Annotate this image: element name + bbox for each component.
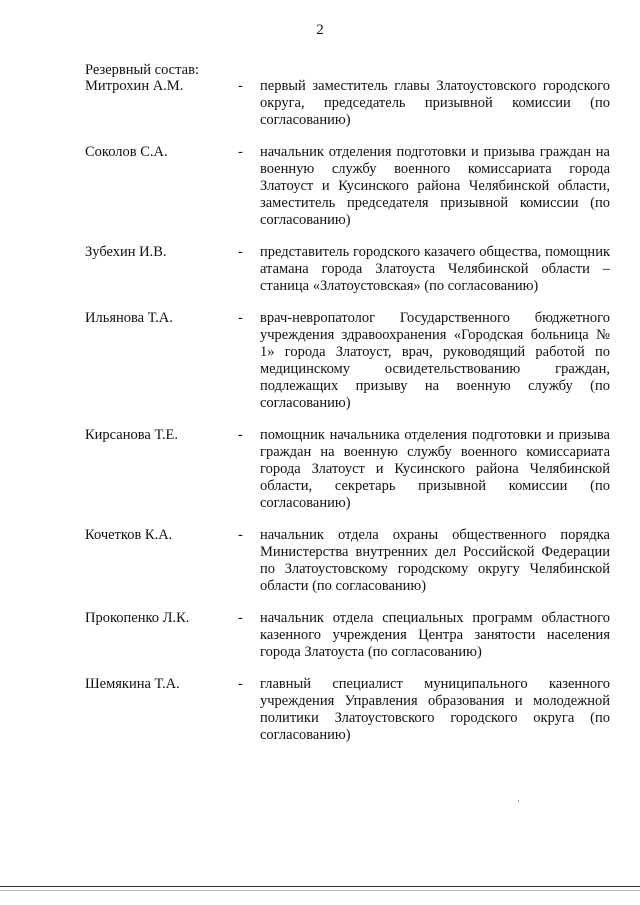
dash-separator: - xyxy=(238,244,243,260)
dash-separator: - xyxy=(238,427,243,443)
list-item xyxy=(85,527,610,595)
scan-bottom-edge-shadow xyxy=(0,890,640,891)
member-name: Митрохин А.М. xyxy=(85,78,184,94)
list-item xyxy=(85,676,610,744)
member-role: главный специалист муниципального казенного учреждения Управления образования и молодежной политики Златоустовского городского округа (по согласованию) xyxy=(260,676,610,743)
list-item xyxy=(85,310,610,412)
member-role: первый заместитель главы Златоустовского городского округа, председатель призывной комиссии (по согласованию) xyxy=(260,78,610,128)
member-role: помощник начальника отделения подготовки и призыва граждан на военную службу военного комиссариата города Златоуст и Кусинского района Челябинской области, секретарь призывной комиссии (по согласованию) xyxy=(260,427,610,511)
dash-separator: - xyxy=(238,676,243,692)
member-list xyxy=(85,78,610,759)
member-name: Соколов С.А. xyxy=(85,144,168,160)
member-role: начальник отделения подготовки и призыва граждан на военную службу военного комиссариата города Златоуст и Кусинского района Челябинской области, заместитель председателя призывной комиссии (по согласованию) xyxy=(260,144,610,228)
dash-separator: - xyxy=(238,610,243,626)
dash-separator: - xyxy=(238,144,243,160)
member-name: Шемякина Т.А. xyxy=(85,676,180,692)
scan-speck xyxy=(518,800,519,802)
scan-bottom-edge xyxy=(0,886,640,887)
member-name: Прокопенко Л.К. xyxy=(85,610,190,626)
dash-separator: - xyxy=(238,78,243,94)
member-role: врач-невропатолог Государственного бюджетного учреждения здравоохранения «Городская больница № 1» города Златоуст, врач, руководящий работой по медицинскому освидетельствованию граждан, подлежащих призыву на военную службу (по согласованию) xyxy=(260,310,610,411)
list-item xyxy=(85,78,610,129)
member-name: Кирсанова Т.Е. xyxy=(85,427,178,443)
list-item xyxy=(85,244,610,295)
member-role: начальник отдела специальных программ областного казенного учреждения Центра занятости населения города Златоуста (по согласованию) xyxy=(260,610,610,660)
member-name: Ильянова Т.А. xyxy=(85,310,173,326)
dash-separator: - xyxy=(238,310,243,326)
list-item xyxy=(85,427,610,512)
member-name: Зубехин И.В. xyxy=(85,244,167,260)
reserve-composition-heading: Резервный состав: xyxy=(85,62,199,78)
list-item xyxy=(85,610,610,661)
list-item xyxy=(85,144,610,229)
page-number: 2 xyxy=(316,22,324,38)
dash-separator: - xyxy=(238,527,243,543)
member-name: Кочетков К.А. xyxy=(85,527,173,543)
member-role: начальник отдела охраны общественного порядка Министерства внутренних дел Российской Федерации по Златоустовскому городскому округу Челябинской области (по согласованию) xyxy=(260,527,610,594)
member-role: представитель городского казачего общества, помощник атамана города Златоуста Челябинской области – станица «Златоустовская» (по согласованию) xyxy=(260,244,610,294)
